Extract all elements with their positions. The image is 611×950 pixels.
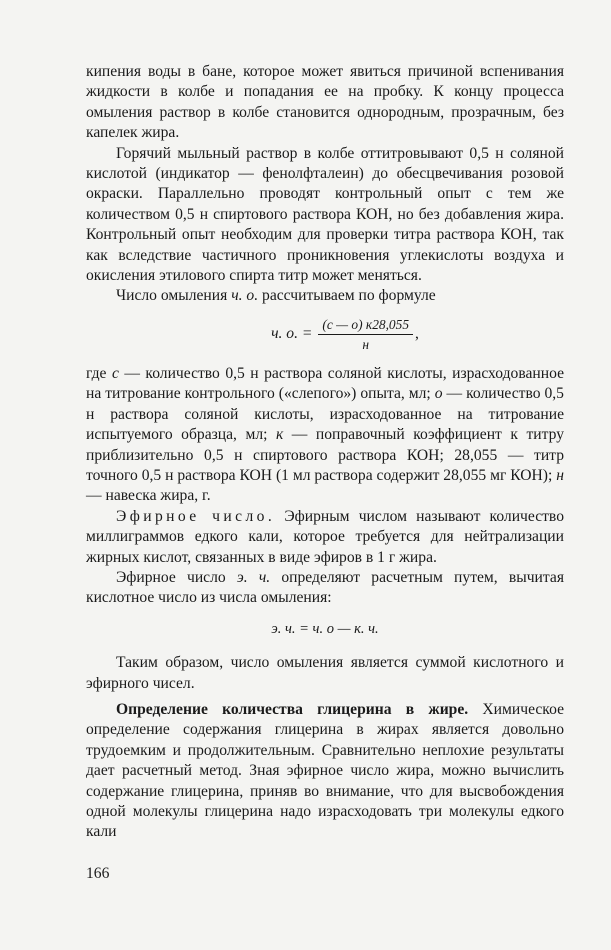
formula-numerator: (с — о) к28,055 (318, 317, 413, 335)
text-column (86, 62, 564, 843)
section-heading-glycerin: Определение количества глицерина в жире. (116, 700, 469, 718)
formula-lhs: ч. о. = (271, 325, 313, 343)
paragraph-2: Горячий мыльный раствор в колбе оттитровывают 0,5 н соляной кислотой (индикатор — фенолфталеин) до обесцвечивания розовой окраски. Параллельно проводят контрольный опыт с тем же количеством 0,5 н спиртового раствора КОН, но без добавления жира. Контрольный опыт необходим для проверки титра раствора КОН, так как вследствие частичного проникновения углекислоты воздуха и окисления этилового спирта титр может меняться. (86, 144, 564, 285)
formula-fraction (318, 317, 413, 352)
section-heading-ester-number: Эфирное число. (116, 507, 276, 525)
paragraph-5: Эфирное число. Эфирным числом называют количество миллиграммов едкого кали, которое требуется для нейтрализации жирных кислот, связанных в виде эфиров в 1 г жира. (86, 507, 564, 566)
saponification-formula (126, 317, 564, 352)
paragraph-8: Определение количества глицерина в жире. Химическое определение содержания глицерина в жирах является довольно трудоемким и продолжительным. Сравнительно неплохие результаты дает расчетный метод. Зная эфирное число жира, можно вычислить содержание глицерина, приняв во внимание, что для высвобождения одной молекулы глицерина надо израсходовать три молекулы едкого кали (86, 700, 564, 841)
formula-denominator: н (362, 336, 370, 352)
paragraph-6: Эфирное число э. ч. определяют расчетным путем, вычитая кислотное число из числа омыления: (86, 568, 565, 607)
paragraph-4: где с — количество 0,5 н раствора соляной кислоты, израсходованное на титрование контрольного («слепого») опыта, мл; о — количество 0,5 н раствора соляной кислоты, израсходованное на титрование испытуемого образца, мл; к — поправочный коэффициент к титру приблизительно 0,5 н спиртового раствора КОН; 28,055 — титр точного 0,5 н раствора КОН (1 мл раствора содержит 28,055 мг КОН); н — навеска жира, г. (86, 364, 565, 505)
paragraph-7: Таким образом, число омыления является суммой кислотного и эфирного чисел. (86, 654, 564, 692)
paragraph-1: кипения воды в бане, которое может явиться причиной вспенивания жидкости в колбе и попадания ее на пробку. К концу процесса омыления раствор в колбе становится однородным, прозрачным, без капелек жира. (86, 63, 564, 142)
paragraph-3: Число омыления ч. о. рассчитываем по формуле (116, 287, 436, 305)
page-number: 166 (86, 865, 110, 882)
formula-tail: , (415, 325, 419, 343)
ester-number-formula: э. ч. = ч. о — к. ч. (271, 620, 379, 637)
